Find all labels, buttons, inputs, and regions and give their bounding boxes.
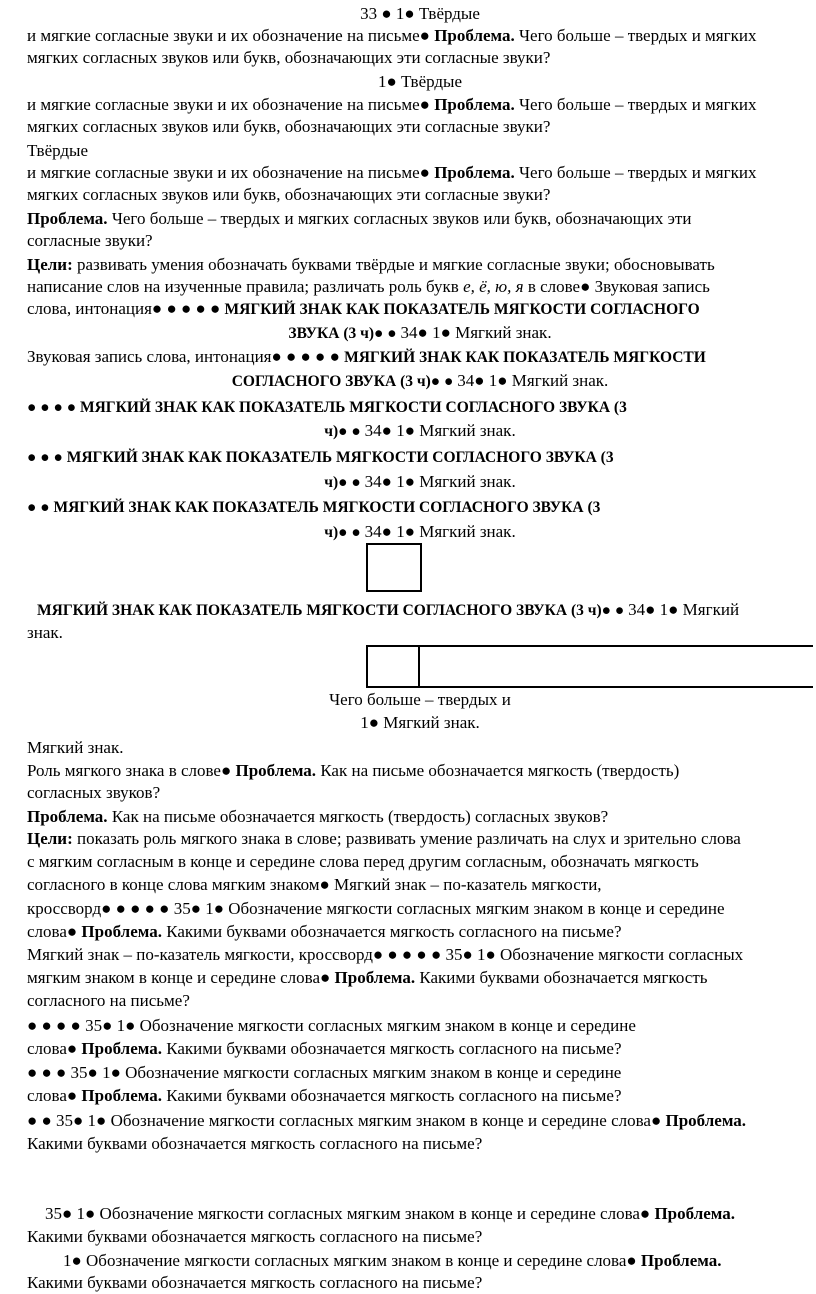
text-line: слова, интонация● ● ● ● ● МЯГКИЙ ЗНАК КАК ПОКАЗАТЕЛЬ МЯГКОСТИ СОГЛАСНОГО [27,299,700,318]
text-line: Чего больше – твердых и [329,690,511,709]
text-line: знак. [27,623,63,642]
text-line: Мягкий знак – по-казатель мягкости, кроссворд● ● ● ● ● 35● 1● Обозначение мягкости согласных [27,945,744,964]
text-line: Цели: развивать умения обозначать буквами твёрдые и мягкие согласные звуки; обосновывать [27,255,715,274]
text-line: и мягкие согласные звуки и их обозначение на письме● Проблема. Чего больше – твердых и мягких [27,163,757,182]
text-line: 35● 1● Обозначение мягкости согласных мягким знаком в конце и середине слова● Проблема. [45,1204,735,1223]
text-line: ● ● ● ● 35● 1● Обозначение мягкости согласных мягким знаком в конце и середине [27,1016,636,1035]
text-line: согласные звуки? [27,231,153,250]
text-line: ● ● МЯГКИЙ ЗНАК КАК ПОКАЗАТЕЛЬ МЯГКОСТИ СОГЛАСНОГО ЗВУКА (3 [27,499,601,516]
text-line: и мягкие согласные звуки и их обозначение на письме● Проблема. Чего больше – твердых и мягких [27,95,757,114]
text-line: написание слов на изученные правила; различать роль букв е, ё, ю, я в слове● Звуковая запись [27,277,710,296]
text-line: Роль мягкого знака в слове● Проблема. Как на письме обозначается мягкость (твердость) [27,761,680,780]
text-line: кроссворд● ● ● ● ● 35● 1● Обозначение мягкости согласных мягким знаком в конце и середине [27,899,725,918]
text-line: Мягкий знак. [27,738,124,757]
text-line: согласных звуков? [27,783,161,802]
text-line: СОГЛАСНОГО ЗВУКА (3 ч)● ● 34● 1● Мягкий знак. [231,371,609,390]
text-line: 1● Твёрдые [377,72,463,91]
text-line: ● ● 35● 1● Обозначение мягкости согласных мягким знаком в конце и середине слова● Проблема. [27,1111,747,1130]
text-line: 1● Обозначение мягкости согласных мягким знаком в конце и середине слова● Проблема. [63,1251,722,1270]
text-line: ЗВУКА (3 ч)● ● 34● 1● Мягкий знак. [288,323,552,342]
text-line: ● ● ● 35● 1● Обозначение мягкости согласных мягким знаком в конце и середине [27,1063,622,1082]
text-line: слова● Проблема. Какими буквами обозначается мягкость согласного на письме? [27,1039,622,1058]
text-line: ч)● ● 34● 1● Мягкий знак. [324,472,516,491]
text-line: слова● Проблема. Какими буквами обозначается мягкость согласного на письме? [27,922,622,941]
text-line: Твёрдые [27,141,89,160]
text-line: мягких согласных звуков или букв, обозначающих эти согласные звуки? [27,117,551,136]
text-line: Звуковая запись слова, интонация● ● ● ● ● МЯГКИЙ ЗНАК КАК ПОКАЗАТЕЛЬ МЯГКОСТИ [27,347,706,366]
text-line: Цели: показать роль мягкого знака в слове; развивать умение различать на слух и зрительно слова [27,829,741,848]
text-line: слова● Проблема. Какими буквами обозначается мягкость согласного на письме? [27,1086,622,1105]
text-line: Проблема. Чего больше – твердых и мягких согласных звуков или букв, обозначающих эти [27,209,692,228]
text-line: согласного на письме? [27,991,190,1010]
diagram-square [366,543,422,592]
text-line: мягким знаком в конце и середине слова● Проблема. Какими буквами обозначается мягкость [27,968,708,987]
text-line: 33 ● 1● Твёрдые [360,4,480,23]
text-line: ч)● ● 34● 1● Мягкий знак. [324,522,516,541]
text-line: 1● Мягкий знак. [360,713,480,732]
text-line: и мягкие согласные звуки и их обозначение на письме● Проблема. Чего больше – твердых и мягких [27,26,757,45]
text-line: ● ● ● ● МЯГКИЙ ЗНАК КАК ПОКАЗАТЕЛЬ МЯГКОСТИ СОГЛАСНОГО ЗВУКА (3 [27,399,627,416]
text-line: мягких согласных звуков или букв, обозначающих эти согласные звуки? [27,185,551,204]
text-line: Какими буквами обозначается мягкость согласного на письме? [27,1134,483,1153]
text-line: мягких согласных звуков или букв, обозначающих эти согласные звуки? [27,48,551,67]
text-line: ● ● ● МЯГКИЙ ЗНАК КАК ПОКАЗАТЕЛЬ МЯГКОСТИ СОГЛАСНОГО ЗВУКА (3 [27,449,614,466]
text-line: МЯГКИЙ ЗНАК КАК ПОКАЗАТЕЛЬ МЯГКОСТИ СОГЛАСНОГО ЗВУКА (3 ч)● ● 34● 1● Мягкий [37,600,740,619]
text-line: ч)● ● 34● 1● Мягкий знак. [324,421,516,440]
text-line: Проблема. Как на письме обозначается мягкость (твердость) согласных звуков? [27,807,609,826]
text-line: с мягким согласным в конце и середине слова перед другим согласным, обозначать мягкость [27,852,699,871]
text-line: Какими буквами обозначается мягкость согласного на письме? [27,1273,483,1292]
text-line: согласного в конце слова мягким знаком● Мягкий знак – по-казатель мягкости, [27,875,602,894]
text-line: Какими буквами обозначается мягкость согласного на письме? [27,1227,483,1246]
